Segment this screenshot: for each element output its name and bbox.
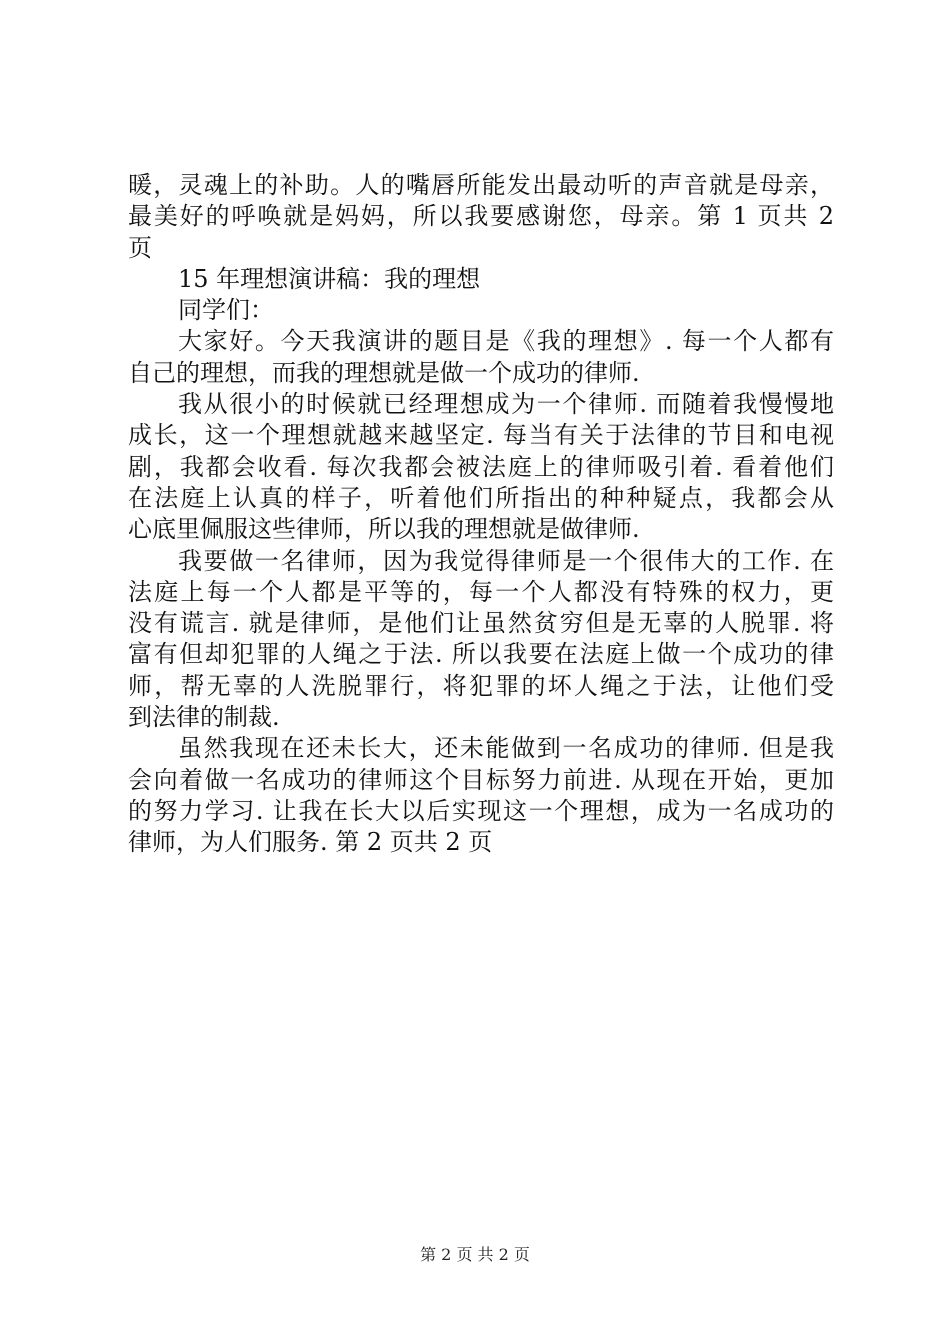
paragraph-line: 成长，这一个理想就越来越坚定. 每当有关于法律的节目和电视 — [128, 421, 834, 450]
paragraph-line: 师，帮无辜的人洗脱罪行，将犯罪的坏人绳之于法，让他们受 — [128, 671, 834, 700]
paragraph-line: 的努力学习. 让我在长大以后实现这一个理想，成为一名成功的 — [128, 796, 834, 825]
paragraph-line: 没有谎言. 就是律师，是他们让虽然贫穷但是无辜的人脱罪. 将 — [128, 609, 834, 638]
paragraph-line: 会向着做一名成功的律师这个目标努力前进. 从现在开始，更加 — [128, 765, 834, 794]
paragraph-line: 富有但却犯罪的人绳之于法. 所以我要在法庭上做一个成功的律 — [128, 640, 834, 669]
page-footer: 第 2 页 共 2 页 — [420, 1245, 530, 1264]
paragraph-line: 法庭上每一个人都是平等的，每一个人都没有特殊的权力，更 — [128, 577, 834, 606]
paragraph-line: 我从很小的时候就已经理想成为一个律师. 而随着我慢慢地 — [178, 390, 834, 419]
paragraph-line: 虽然我现在还未长大，还未能做到一名成功的律师. 但是我 — [178, 734, 834, 763]
text-line: 页 — [128, 233, 152, 262]
paragraph-line: 在法庭上认真的样子，听着他们所指出的种种疑点，我都会从 — [128, 483, 834, 512]
text-line: 暖，灵魂上的补助。人的嘴唇所能发出最动听的声音就是母亲， — [128, 171, 834, 199]
paragraph-line: 我要做一名律师，因为我觉得律师是一个很伟大的工作. 在 — [178, 546, 834, 575]
paragraph-line: 大家好。今天我演讲的题目是《我的理想》. 每一个人都有 — [178, 327, 834, 356]
paragraph-line: 到法律的制裁. — [128, 703, 280, 732]
paragraph-line: 心底里佩服这些律师，所以我的理想就是做律师. — [128, 515, 640, 544]
speech-title: 15 年理想演讲稿：我的理想 — [178, 264, 481, 293]
document-body — [128, 170, 834, 859]
paragraph-line: 律师，为人们服务. 第 2 页共 2 页 — [128, 828, 493, 857]
paragraph-line: 剧，我都会收看. 每次我都会被法庭上的律师吸引着. 看着他们 — [128, 452, 834, 481]
paragraph-line: 自己的理想，而我的理想就是做一个成功的律师. — [128, 358, 640, 387]
salutation: 同学们： — [178, 296, 274, 325]
text-line: 最美好的呼唤就是妈妈，所以我要感谢您，母亲。第 1 页共 2 — [128, 202, 834, 231]
